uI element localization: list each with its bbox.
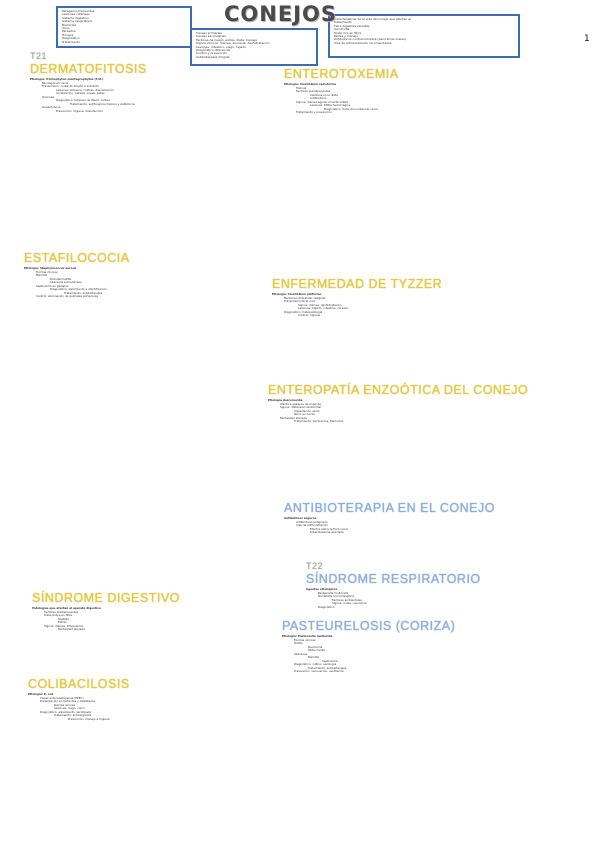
- section-title: ENFERMEDAD DE TYZZER: [272, 277, 443, 291]
- box-line: Lesiones cutáneas: [62, 12, 90, 17]
- note-line: Transmisión fecal-oral: [284, 299, 315, 303]
- note-line: Control: higiene: [298, 313, 321, 317]
- section-title: ANTIBIOTERAPIA EN EL CONEJO: [284, 501, 495, 515]
- note-line: Mamitis: [36, 273, 47, 277]
- note-line: Lesiones: alopecia, costras, descamación: [56, 87, 114, 92]
- note-line: Septicemia: [322, 658, 338, 663]
- note-line: Enterotoxemia asociada: [310, 530, 344, 534]
- section-dermatofitosis: [30, 50, 290, 113]
- note-line: Signos: diarrea, timpanismo: [44, 623, 84, 628]
- section-tyzzer: [272, 278, 562, 318]
- box-line: Hongos: [62, 32, 74, 37]
- box-line: Patógenos frecuentes: [62, 9, 95, 13]
- note-line: Diagnóstico: aislamiento e identificación: [50, 287, 107, 291]
- box-line: tratamiento: [334, 20, 352, 25]
- note-line: Tratamiento y prevención: [296, 110, 332, 114]
- note-line: Signos: diarrea, deshidratación: [298, 302, 342, 307]
- note-line: Prevención: higiene, desinfección: [56, 108, 103, 113]
- note-line: Etiología desconocida: [268, 398, 303, 402]
- note-line: Diagnóstico: frotis del contenido cecal: [324, 106, 378, 111]
- section-title: DERMATOFITOSIS: [30, 62, 147, 76]
- box-line: Factores de riesgo: estrés, dieta, manejo: [196, 37, 258, 42]
- section-title: SÍNDROME RESPIRATORIO: [306, 572, 481, 586]
- note-line: Etiología: Clostridium piliforme: [272, 292, 322, 296]
- note-line: Diarrea acuosa: [54, 702, 76, 707]
- note-line: Tratamiento: antibioterapia: [64, 290, 103, 295]
- section-title: PASTEURELOSIS (CORIZA): [282, 619, 456, 633]
- note-line: Toxinas: [296, 85, 307, 90]
- note-line: Etiología: E. coli: [28, 692, 54, 696]
- note-line: Cambios en la dieta: [310, 92, 338, 97]
- box-line: Diagnóstico diferencial: [196, 48, 231, 53]
- box-line: Control y prevención: [196, 51, 228, 56]
- box-line: Características de la vida del conejo que afectan al: [334, 17, 411, 21]
- note-line: Antibióticos: [310, 96, 327, 100]
- note-line: Cepas enteropatógenas (EPEC): [40, 695, 84, 700]
- note-line: Septicemia en gazapos: [36, 283, 69, 288]
- box-line: Lesiones: intestino, ciego, hígado: [196, 44, 247, 49]
- note-line: Estrés: [58, 620, 67, 624]
- box-line: Bacterias: [62, 22, 77, 27]
- note-line: Presentación en lactantes y destetados: [40, 699, 96, 703]
- box-line: Flora digestiva sensible: [334, 23, 370, 28]
- section-colibacilosis: [28, 678, 288, 721]
- note-line: Mamitis: [308, 655, 319, 659]
- section-prefix: T22: [306, 561, 324, 571]
- note-line: Moco en heces: [294, 412, 315, 416]
- summary-box-left: [56, 6, 192, 48]
- note-line: Lesiones: tiflitis hemorrágica: [310, 103, 351, 107]
- section-enteropatia: [268, 384, 568, 424]
- note-line: Localización: cabeza, orejas, patas: [56, 91, 105, 95]
- note-line: Factores predisponentes: [44, 609, 79, 614]
- note-line: Bacteria intracelular obligada: [284, 295, 326, 300]
- box-line: Causas primarias: [196, 31, 222, 35]
- note-line: Prevención: manejo e higiene: [68, 716, 110, 721]
- note-line: Pasteurella multocida: [318, 590, 349, 595]
- note-line: Diagnóstico: lámpara de Wood, cultivo: [56, 98, 111, 102]
- box-line: Tratamiento: [62, 39, 80, 44]
- note-line: Diagnóstico: cultivo, serología: [294, 662, 337, 666]
- box-line: Estrés y manejo: [334, 34, 359, 39]
- note-line: Otitis media: [308, 648, 326, 652]
- note-line: Dieta pobre en fibra: [44, 613, 73, 617]
- section-title: ESTAFILOCOCIA: [24, 251, 130, 265]
- note-line: Etiología: Trichophyton mentagrophytes (T.M.): [30, 77, 104, 81]
- note-line: Pododermatitis: [50, 276, 72, 281]
- note-line: Efectos sobre la flora cecal: [310, 526, 348, 531]
- note-line: Tratamiento: antifúngicos tópicos y sistémicos: [70, 101, 135, 106]
- note-line: Vías de administración: [296, 523, 328, 527]
- note-line: Mortalidad elevada: [58, 627, 85, 631]
- note-line: Afecta a gazapos de engorde: [280, 401, 321, 406]
- note-line: Lesiones: hígado, intestino, corazón: [298, 306, 349, 310]
- note-line: Neumonía: [308, 644, 323, 649]
- summary-box-right: [328, 14, 520, 58]
- note-line: Abscesos: [294, 651, 308, 656]
- note-line: Etiología: Pasteurella multocida: [282, 634, 333, 638]
- box-line: Antibióticos contraindicados (penicilinas orales): [334, 37, 406, 42]
- note-line: Impactación cecal: [294, 408, 320, 413]
- note-line: Tratamiento: antibioterapia: [308, 665, 347, 670]
- page-title: CONEJOS: [224, 2, 337, 26]
- section-title: ENTEROPATÍA ENZOÓTICA DEL CONEJO: [268, 383, 529, 397]
- note-line: Zoonosis: [42, 94, 55, 99]
- box-line: Signos clínicos: diarrea, anorexia, deshidratación: [196, 41, 270, 46]
- note-line: Bordetella bronchiseptica: [318, 594, 354, 598]
- note-line: Microsporum canis: [42, 80, 69, 85]
- note-line: Destete: [58, 616, 69, 621]
- note-line: Diagnóstico: aislamiento, serotipado: [40, 709, 92, 714]
- note-line: Antibióticos peligrosos: [296, 519, 328, 524]
- section-sindrome-respiratorio: [306, 560, 586, 609]
- note-line: Abscesos subcutáneos: [50, 280, 82, 284]
- note-line: Transmisión: contacto directo e indirecto: [42, 84, 99, 88]
- note-line: Patologías que afectan al aparato digestivo: [32, 606, 101, 610]
- box-line: Causas secundarias: [196, 34, 226, 39]
- note-line: Formas clínicas: [294, 637, 316, 642]
- note-line: Mortalidad elevada: [280, 415, 307, 420]
- note-line: Diagnóstico: [318, 604, 335, 609]
- note-line: Prevención: vacunación, ventilación: [294, 669, 345, 673]
- note-line: Rinitis: [294, 641, 303, 645]
- box-line: Vías de administración recomendadas: [334, 40, 392, 45]
- note-line: Formas clínicas: [36, 269, 58, 274]
- note-line: Etiología: Staphylococcus aureus: [24, 266, 77, 270]
- section-prefix: T21: [30, 51, 48, 61]
- note-line: Signos: diarrea aguda, muerte súbita: [296, 99, 349, 104]
- section-enterotoxemia: [284, 68, 574, 115]
- note-line: Antibióticos seguros: [284, 516, 317, 520]
- note-line: Griseofulvina: [42, 105, 61, 109]
- note-line: Tratamiento: antibiograma: [54, 713, 92, 717]
- section-title: ENTEROTOXEMIA: [284, 67, 399, 81]
- box-line: Virus: [62, 26, 70, 31]
- section-title: SÍNDROME DIGESTIVO: [32, 591, 180, 605]
- note-line: Diagnóstico: histopatología: [284, 309, 323, 314]
- box-line: Parásitos: [62, 29, 76, 34]
- note-line: Agentes etiológicos: [306, 587, 338, 591]
- note-line: Signos: rinitis, neumonía: [332, 601, 367, 605]
- note-line: Etiología: Clostridium spiroforme: [284, 82, 337, 86]
- box-line: Diagnóstico: [62, 36, 80, 41]
- page-number: 1: [584, 34, 590, 44]
- box-line: Cecotrofia: [334, 27, 350, 32]
- section-title: COLIBACILOSIS: [28, 677, 130, 691]
- box-line: Sistema respiratorio: [62, 19, 93, 24]
- box-line: Antibioterapia dirigida: [196, 54, 230, 59]
- note-line: Factores ambientales: [332, 597, 362, 602]
- note-line: Factores predisponentes: [296, 89, 331, 93]
- section-estafilococia: [24, 252, 284, 299]
- section-antibioterapia: [284, 502, 574, 535]
- box-line: Sistema digestivo: [62, 15, 89, 20]
- section-pasteurelosis: [282, 620, 572, 674]
- note-line: Lesiones: ciego, colon: [54, 706, 85, 710]
- box-line: Dieta rica en fibra: [334, 30, 362, 35]
- note-line: Tratamiento: bacitracina, tiamulina: [294, 419, 344, 423]
- note-line: Signos: distensión abdominal: [280, 405, 322, 409]
- note-line: Control: eliminación de animales portadores: [36, 294, 99, 298]
- section-sindrome-digestivo: [32, 592, 292, 632]
